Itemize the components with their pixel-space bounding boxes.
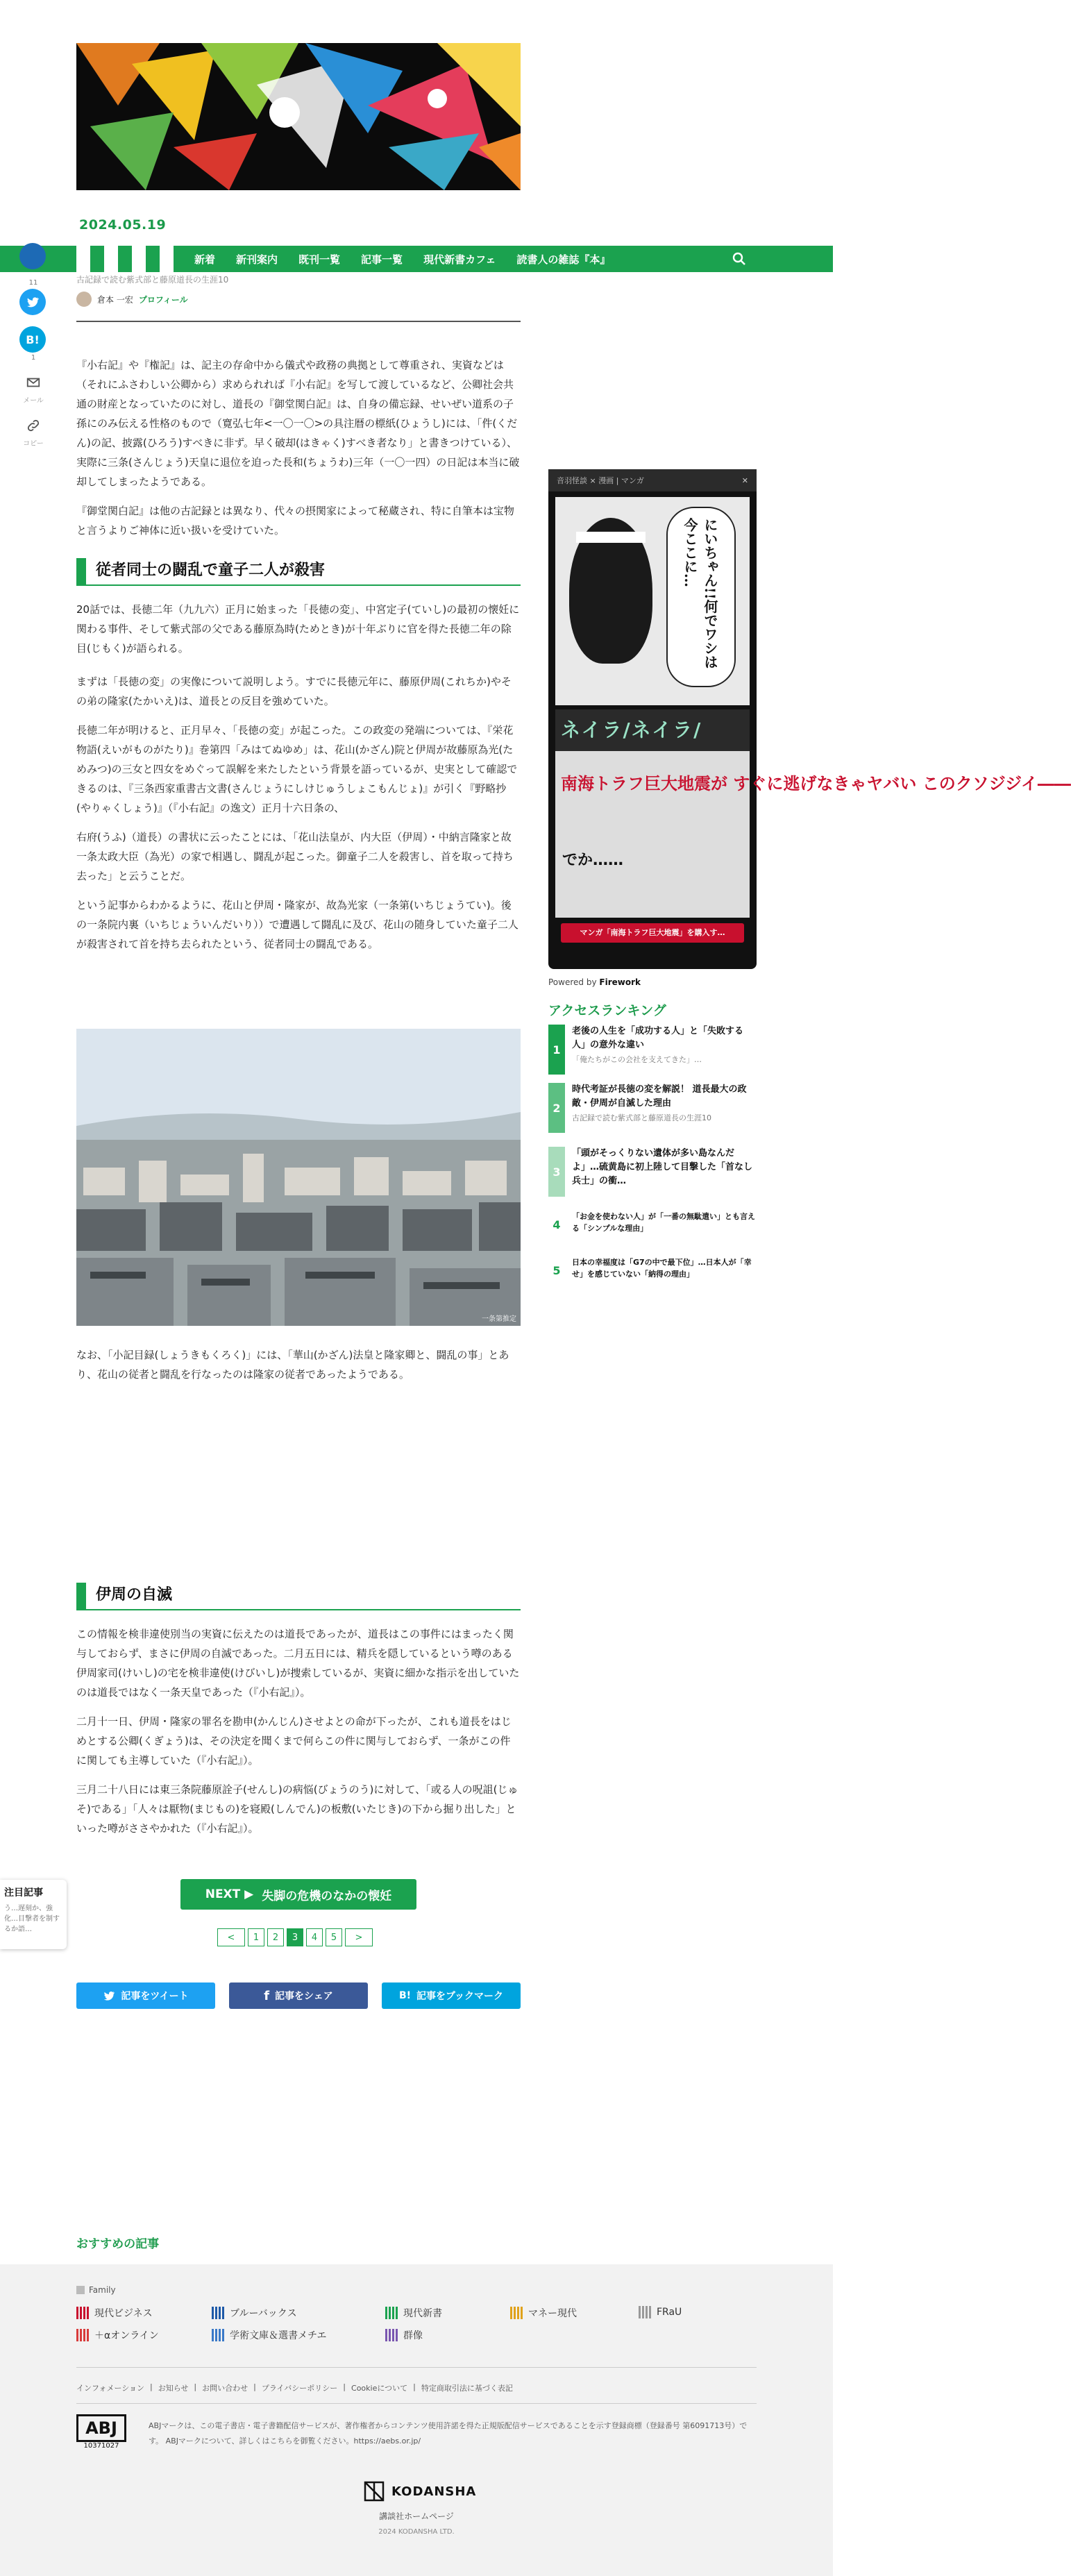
ranking-number: 1 — [548, 1025, 565, 1075]
kodansha-logo[interactable]: KODANSHA — [364, 2481, 476, 2502]
ranking-item-4[interactable] — [548, 1211, 757, 1238]
paragraph: という記事からわかるように、花山と伊周・隆家が、故為光家（一条第(いちじょうてい)。後の一条院内裏（いちじょういんだいり））で遭遇して闘乱に及び、花山の随身していた童子二人が殺害されて首を持ち去られたという、従者同士の闘乱である。 — [76, 899, 518, 950]
paragraph: まずは「長徳の変」の実像について説明しよう。すでに長徳元年に、藤原伊周(これちか)やその弟の隆家(たかいえ)は、道長との反目を強めていた。 — [76, 675, 512, 707]
nav-link-magazine[interactable]: 読書人の雑誌『本』 — [516, 253, 611, 266]
author-line — [76, 292, 188, 307]
page-1[interactable]: 1 — [248, 1928, 264, 1946]
family-brand-icon — [385, 2329, 398, 2341]
footer-links: インフォメーション | お知らせ | お問い合わせ | プライバシーポリシー | Cookieについて | 特定商取引法に基づく表記 — [76, 2382, 513, 2393]
section-heading-2: 伊周の自滅 — [76, 1583, 521, 1610]
family-brand-icon — [76, 2307, 89, 2319]
recommended-title: おすすめの記事 — [76, 2237, 160, 2251]
popup-title: 注目記事 — [4, 1887, 43, 1899]
family-link[interactable] — [76, 2306, 153, 2320]
twitter-share-button[interactable] — [19, 289, 47, 315]
nav-link-articles[interactable]: 記事一覧 — [361, 253, 403, 266]
page-5[interactable]: 5 — [326, 1928, 342, 1946]
video-widget[interactable] — [548, 469, 1071, 969]
ranking-item-3[interactable] — [548, 1147, 757, 1197]
paragraph: 『小右記』や『権記』は、記主の存命中から儀式や政務の典拠として尊重され、実資などは（それにふさわしい公卿から）求められれば『小右記』を写して渡しているなど、公卿社会共通の財産となっていたのに対し、道長の『御堂関白記』は、自身の備忘録、せいぜい道系の子孫にのみ伝える性格のもので（寛弘七年<一〇一〇>の具注暦の標紙(ひょうし)には、「件(くだん)の記、披露(ひろう)すべきに非ず。早く破却(はきゃく)すべき者なり」と書きつけている）、実際に三条(さんじょう)天皇に退位を迫った長和(ちょうわ)三年（一〇一四）の日記は本当に破却してしまったようである。 — [76, 359, 520, 488]
hatena-bookmark-button[interactable]: B! 記事をブックマーク — [382, 1982, 521, 2009]
family-name: FRaU — [657, 2307, 682, 2318]
ranking-item-2[interactable] — [548, 1083, 757, 1133]
photo-credit: 一条第推定 — [482, 1315, 516, 1323]
copy-label: コピー — [23, 440, 44, 448]
mail-label: メール — [23, 397, 44, 405]
paragraph: 右府(うふ)（道長）の書状に云ったことには、「花山法皇が、内大臣（伊周）・中納言隆家と故一条太政大臣（為光）の家で相遇し、闘乱が起こった。御童子二人を殺害し、首を取って持ち去った」と云うことだ。 — [76, 831, 514, 882]
next-page-button[interactable] — [180, 1879, 416, 1910]
bottom-share-buttons — [76, 1982, 521, 2009]
video-top-label: 音羽怪談 × 漫画 | マンガ — [557, 476, 644, 485]
footer-link-cookie[interactable]: Cookieについて — [351, 2384, 408, 2393]
featured-popup[interactable] — [0, 1880, 67, 1949]
ranking-title-text: 日本の幸福度は「G7の中で最下位」…日本人が「幸せ」を感じていない「納得の理由」 — [572, 1258, 752, 1279]
ranking-item-1[interactable] — [548, 1025, 757, 1075]
article-body-1 — [76, 600, 521, 954]
family-link[interactable] — [76, 2328, 159, 2342]
family-name: ＋αオンライン — [94, 2330, 159, 2341]
paragraph: 長徳二年が明けると、正月早々、「長徳の変」が起こった。この政変の発端については、『栄花物語(えいがものがたり)』巻第四「みはてぬゆめ」は、花山(かざん)院と伊周が故藤原為光(ためみつ)の三女と四女をめぐって誤解を来たしたという背景を語っているが、史実として確認できるのは、『三条西家重書古文書(さんじょうにしけじゅうしょこもんじょ)』が引く『野略抄(やりゃくしょう)』（『小右記』の逸文）正月十六日条の、 — [76, 724, 518, 814]
twitter-icon — [19, 289, 46, 315]
family-name: マネー現代 — [528, 2308, 577, 2319]
nav-link-cafe[interactable]: 現代新書カフェ — [423, 253, 496, 266]
share-count-top: 11 — [28, 279, 38, 287]
facebook-icon: f — [264, 1988, 270, 2003]
ranking-number: 2 — [548, 1083, 565, 1133]
footer-link-privacy[interactable]: プライバシーポリシー — [261, 2384, 338, 2393]
divider — [76, 2403, 757, 2404]
pagination — [217, 1928, 373, 1946]
nav-links — [194, 246, 610, 272]
nav-link-backlist[interactable]: 既刊一覧 — [298, 253, 341, 266]
article-body-2 — [76, 1624, 521, 1838]
nav-link-new[interactable]: 新着 — [194, 253, 216, 266]
family-name: 学術文庫＆選書メチエ — [230, 2330, 327, 2341]
author-avatar — [76, 292, 92, 307]
ranking-title-text: 老後の人生を「成功する人」と「失敗する人」の意外な違い — [572, 1026, 744, 1050]
family-link[interactable] — [385, 2328, 423, 2342]
abj-description: ABJマークは、この電子書店・電子書籍配信サービスが、著作権者からコンテンツ使用許諾を得た正規版配信サービスであることを示す登録商標（登録番号 第6091713号）です。 ABJマークについて、詳しくはこちらを御覧ください。https://aebs.or.jp/ — [149, 2421, 748, 2445]
ranking-item-5[interactable] — [548, 1256, 757, 1284]
article-intro — [76, 355, 521, 540]
article-date: 2024.05.19 — [79, 217, 167, 233]
paragraph: この情報を検非違使別当の実資に伝えたのは道長であったが、道長はこの事件にはまったく関与しておらず、まさに伊周の自滅であった。二月五日には、精兵を隠しているという噂のある伊周家司(けいし)の宅を検非違使(けびいし)が捜索しているが、実資に細かな指示を出していたのは道長ではなく一条天皇であった（『小右記』）。 — [76, 1628, 520, 1699]
ranking-title-text: 「頭がそっくりない遺体が多い島なんだよ」…硫黄島に初上陸して目撃した「首なし兵士」の衝… — [572, 1148, 753, 1186]
tweet-button[interactable]: 記事をツイート — [76, 1982, 215, 2009]
divider — [76, 2367, 757, 2368]
hatena-count: 1 — [31, 354, 36, 362]
paragraph: 20話では、長徳二年（九九六）正月に始まった「長徳の変」、中宮定子(ていし)の最初の懐妊に関わる事件、そして紫式部の父である藤原為時(ためとき)が十年ぶりに官を得た長徳二年の除目(じもく)が語られる。 — [76, 603, 520, 655]
page-2[interactable]: 2 — [267, 1928, 284, 1946]
speech-balloon: にいちゃん!!何でワシは今ここに… — [666, 507, 736, 687]
hatena-bookmark-icon: B! — [398, 1990, 412, 2001]
family-label: Family — [76, 2285, 116, 2295]
copyright: 2024 KODANSHA LTD. — [378, 2528, 455, 2536]
family-link[interactable] — [510, 2306, 577, 2320]
close-icon[interactable]: ✕ — [741, 475, 748, 485]
next-label: NEXT ▶ — [205, 1887, 254, 1901]
paragraph: なお、「小記目録(しょうきもくろく)」には、「華山(かざん)法皇と隆家卿と、闘乱の事」とあり、花山の従者と闘乱を行なったのは隆家の従者であったようである。 — [76, 1349, 509, 1381]
family-brand-icon — [212, 2329, 224, 2341]
facebook-share-button[interactable]: f 記事をシェア — [229, 1982, 368, 2009]
copy-link-button[interactable] — [19, 418, 47, 448]
family-brand-icon — [212, 2307, 224, 2319]
ranking-number: 3 — [548, 1147, 565, 1197]
panel-sfx: ネイラ/ネイラ/ — [555, 709, 750, 751]
powered-by-firework[interactable]: Powered by Firework — [548, 977, 641, 987]
ranking-subtitle: 「俺たちがこの会社を支えてきた」… — [572, 1055, 702, 1064]
family-name: 現代ビジネス — [94, 2308, 153, 2319]
family-brand-icon — [639, 2306, 651, 2318]
paragraph: 『御堂関白記』は他の古記録とは異なり、代々の摂関家によって秘蔵され、特に自筆本は宝物と言うよりご神体に近い扱いを受けていた。 — [76, 505, 514, 537]
manga-panel-2 — [555, 709, 1071, 918]
author-name[interactable]: 倉本 一宏 — [97, 294, 133, 305]
main-navbar — [0, 246, 833, 272]
family-link[interactable] — [639, 2306, 682, 2318]
paragraph: 三月二十八日には東三条院藤原詮子(せんし)の病悩(びょうのう)に対して、「或る人の呪詛(じゅそ)である」「人々は厭物(まじもの)を寝殿(しんでん)の板敷(いたじき)の下から掘り出した」といった噂がささやかれた（『小右記』）。 — [76, 1783, 518, 1835]
kodansha-logo-icon — [364, 2481, 385, 2502]
mail-icon — [26, 375, 41, 390]
hero-banner-image — [76, 43, 521, 190]
abj-mark[interactable]: ABJ 10371027 — [76, 2414, 126, 2453]
family-link[interactable] — [385, 2306, 442, 2320]
family-brand-icon — [510, 2307, 523, 2319]
ranking-number: 5 — [548, 1256, 565, 1284]
hatena-bookmark-icon: B! — [19, 326, 46, 353]
author-profile-link[interactable]: プロフィール — [138, 294, 188, 305]
kodansha-home-link[interactable]: 講談社ホームページ — [379, 2511, 454, 2521]
ranking-number: 4 — [548, 1211, 565, 1238]
site-footer — [0, 2264, 833, 2576]
page-3-current[interactable]: 3 — [287, 1928, 303, 1946]
paragraph: 二月十一日、伊周・隆家の罪名を勘申(かんじん)させよとの命が下ったが、これも道長をはじめとする公卿(くぎょう)は、その決定を聞くまで何らこの件に関与しておらず、一条がこの件に関しても主導していた（『小右記』）。 — [76, 1715, 512, 1767]
family-link[interactable] — [212, 2328, 326, 2342]
nav-link-new-releases[interactable]: 新刊案内 — [236, 253, 278, 266]
city-photo — [76, 1029, 521, 1326]
twitter-icon — [103, 1989, 115, 2002]
prev-page-button[interactable]: < — [217, 1928, 245, 1946]
divider — [76, 321, 521, 322]
video-topbar — [548, 469, 757, 491]
footer-link-legal[interactable]: 特定商取引法に基づく表記 — [421, 2384, 513, 2393]
family-link[interactable] — [212, 2306, 297, 2320]
site-logo[interactable] — [76, 246, 174, 272]
panel-red-text: 南海トラフ巨大地震が すぐに逃げなきゃヤバい このクソジジイ―― — [561, 773, 1071, 793]
page-4[interactable]: 4 — [306, 1928, 323, 1946]
family-name: 現代新書 — [403, 2308, 442, 2319]
article-after-photo — [76, 1345, 521, 1384]
ranking-subtitle: 古記録で読む紫式部と藤原道長の生涯10 — [572, 1113, 711, 1122]
popup-sub: う…遅刻か、強化…目撃者を制するか語… — [4, 1905, 60, 1933]
footer-link-news[interactable]: お知らせ — [158, 2384, 189, 2393]
next-title: 失脚の危機のなかの懐妊 — [262, 1889, 392, 1903]
next-page-arrow[interactable]: > — [345, 1928, 373, 1946]
ranking-title-text: 時代考証が長徳の変を解説！ 道長最大の政敵・伊周が自滅した理由 — [572, 1084, 747, 1109]
mail-share-button[interactable] — [19, 375, 47, 405]
link-icon — [26, 418, 41, 433]
family-name: 群像 — [403, 2330, 423, 2341]
share-placeholder — [19, 243, 47, 269]
ranking-title-text: 「お金を使わない人」が「一番の無駄遣い」とも言える「シンプルな理由」 — [572, 1212, 755, 1233]
series-subtitle[interactable]: 古記録で読む紫式部と藤原道長の生涯10 — [76, 275, 229, 285]
family-brand-icon — [76, 2329, 89, 2341]
panel-small-text: でか…… — [562, 852, 624, 869]
footer-link-contact[interactable]: お問い合わせ — [202, 2384, 248, 2393]
ranking-title: アクセスランキング — [548, 1003, 666, 1018]
hatena-share-button[interactable] — [19, 326, 47, 362]
family-brand-icon — [385, 2307, 398, 2319]
section-heading-1: 従者同士の闘乱で童子二人が殺害 — [76, 558, 521, 586]
family-name: ブルーバックス — [230, 2308, 297, 2319]
footer-link-info[interactable]: インフォメーション — [76, 2384, 145, 2393]
buy-manga-button[interactable]: マンガ「南海トラフ巨大地震」を購入す… — [561, 923, 744, 943]
manga-panel-1 — [555, 497, 750, 705]
search-icon[interactable] — [732, 252, 746, 266]
